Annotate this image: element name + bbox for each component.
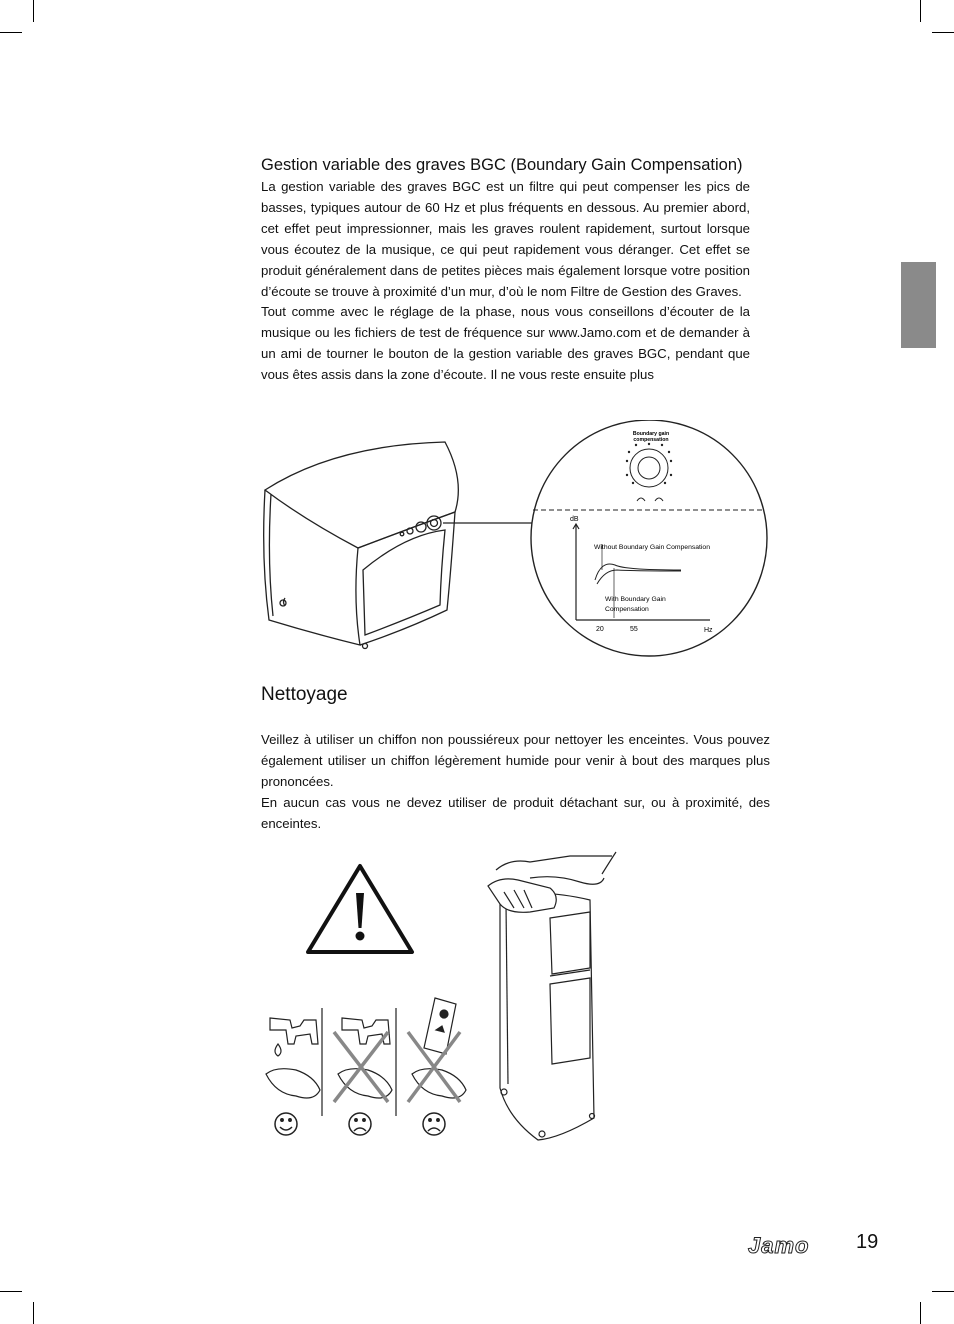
y-axis-label: dB [570, 516, 579, 523]
bgc-illustration [255, 420, 775, 665]
brand-logo: Jamo [748, 1233, 810, 1258]
sad-face-icon [349, 1113, 371, 1135]
floor-speaker-drawing [500, 893, 595, 1140]
curve-without-label: Without Boundary Gain Compensation [594, 544, 710, 551]
crop-mark [932, 1291, 954, 1292]
crop-mark [33, 1302, 34, 1324]
crop-mark [0, 1291, 22, 1292]
hands-wiping-drawing [488, 852, 616, 912]
x-tick-55: 55 [630, 626, 638, 633]
curve-with-label-line1: With Boundary Gain [605, 596, 666, 603]
cross-mark-icon [334, 1032, 388, 1102]
page-number: 19 [856, 1231, 879, 1253]
cleaning-body [261, 730, 770, 835]
crop-mark [920, 1302, 921, 1324]
subwoofer-drawing [264, 442, 459, 649]
warning-icon [308, 866, 412, 952]
crop-mark [920, 0, 921, 22]
cloth-icon [266, 1069, 320, 1098]
sad-face-icon [423, 1113, 445, 1135]
x-axis-label: Hz [704, 627, 713, 634]
cleaning-illustration [260, 848, 640, 1148]
bgc-heading: Gestion variable des graves BGC (Boundary Gain Compensation) [261, 156, 743, 174]
cleaning-paragraph-2: En aucun cas vous ne devez utiliser de produit détachant sur, ou à proximité, des enceintes. [261, 794, 770, 831]
bgc-body [261, 177, 750, 386]
crop-mark [0, 32, 22, 33]
knob-label-line2: compensation [633, 437, 669, 443]
cleaning-heading: Nettoyage [261, 684, 348, 705]
crop-mark [33, 0, 34, 22]
happy-face-icon [275, 1113, 297, 1135]
x-tick-20: 20 [596, 626, 604, 633]
crop-mark [932, 32, 954, 33]
language-tab-marker [901, 262, 936, 348]
knob-label-line1: Boundary gain [632, 431, 670, 437]
water-tap-icon [270, 1018, 318, 1056]
curve-with-label-line2: Compensation [605, 606, 649, 613]
cleaning-paragraph-1: Veillez à utiliser un chiffon non poussiéreux pour nettoyer les enceintes. Vous pouvez également utiliser un chiffon légèrement humide pour venir à bout des marques plus prononcées. [261, 732, 770, 789]
bgc-paragraph-2: Tout comme avec le réglage de la phase, nous vous conseillons d’écouter de la musique ou les fichiers de test de fréquence sur www.Jamo.com et de demander à un ami de tourner le bouton de la gestion variable des graves BGC, pendant que vous êtes assis dans la zone d’écoute. Il ne vous reste ensuite plus [261, 304, 750, 383]
bgc-paragraph-1: La gestion variable des graves BGC est un filtre qui peut compenser les pics de basses, typiques autour de 60 Hz et plus fréquents en dessous. Au premier abord, cet effet peut impressionner, mais les graves roulent rapidement, surtout lorsque vous écoutez de la musique, ce qui peut rapidement vous déranger. Cet effet se produit généralement dans de petites pièces mais également lorsque votre position d’écoute se trouve à proximité d’un mur, d’où le nom Filtre de Gestion des Graves. [261, 179, 750, 299]
